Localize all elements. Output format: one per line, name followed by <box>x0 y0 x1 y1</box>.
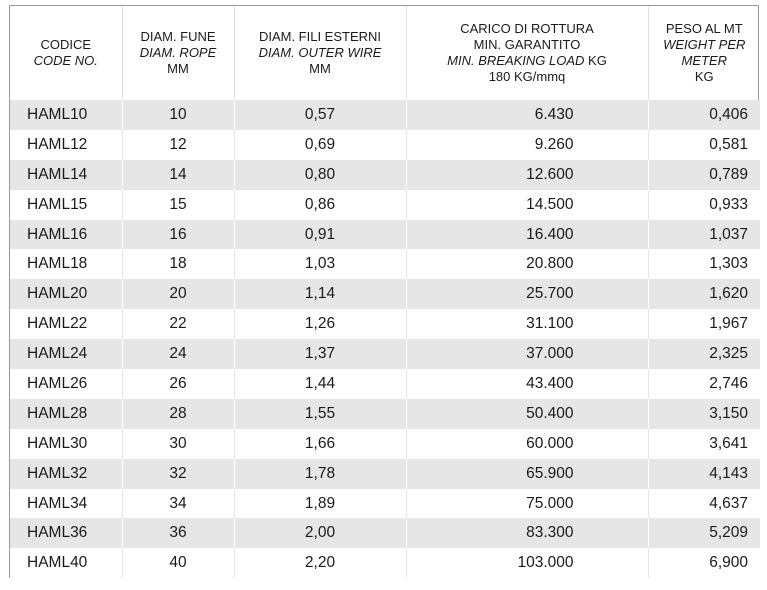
table-row <box>10 489 760 519</box>
cell-breaking-load: 20.800 <box>406 249 648 279</box>
cell-outer-wire: 1,14 <box>234 279 406 309</box>
cell-outer-wire: 1,78 <box>234 459 406 489</box>
cell-rope-diameter: 26 <box>122 369 234 399</box>
header-load-grade: 180 KG/mmq <box>488 69 566 84</box>
cell-code: HAML16 <box>10 220 122 250</box>
cell-outer-wire: 1,66 <box>234 429 406 459</box>
cell-outer-wire: 1,03 <box>234 249 406 279</box>
table-row <box>10 369 760 399</box>
table-row <box>10 518 760 548</box>
cell-weight: 4,637 <box>648 489 760 519</box>
cell-breaking-load: 65.900 <box>406 459 648 489</box>
cell-code: HAML24 <box>10 339 122 369</box>
cell-weight: 1,620 <box>648 279 760 309</box>
cell-outer-wire: 1,44 <box>234 369 406 399</box>
header-rope-diameter <box>122 6 234 100</box>
cell-breaking-load: 16.400 <box>406 220 648 250</box>
cell-breaking-load: 37.000 <box>406 339 648 369</box>
table-row <box>10 100 760 130</box>
cell-rope-diameter: 16 <box>122 220 234 250</box>
header-rope-it: DIAM. FUNE <box>140 29 216 44</box>
header-wire-it: DIAM. FILI ESTERNI <box>258 29 382 44</box>
cell-weight: 0,406 <box>648 100 760 130</box>
header-code-en: CODE NO. <box>33 53 98 68</box>
cell-breaking-load: 83.300 <box>406 518 648 548</box>
cell-breaking-load: 31.100 <box>406 309 648 339</box>
cell-weight: 3,641 <box>648 429 760 459</box>
spec-table-frame <box>9 5 759 578</box>
cell-breaking-load: 12.600 <box>406 160 648 190</box>
header-load-it-2: MIN. GARANTITO <box>473 37 581 52</box>
table-row <box>10 399 760 429</box>
rope-spec-table <box>10 6 760 578</box>
cell-code: HAML10 <box>10 100 122 130</box>
cell-weight: 0,933 <box>648 190 760 220</box>
cell-rope-diameter: 12 <box>122 130 234 160</box>
cell-outer-wire: 1,89 <box>234 489 406 519</box>
header-wire-en: DIAM. OUTER WIRE <box>258 45 382 60</box>
cell-outer-wire: 1,37 <box>234 339 406 369</box>
table-row <box>10 220 760 250</box>
cell-rope-diameter: 28 <box>122 399 234 429</box>
table-row <box>10 160 760 190</box>
cell-weight: 1,037 <box>648 220 760 250</box>
cell-outer-wire: 0,86 <box>234 190 406 220</box>
header-breaking-load <box>406 6 648 100</box>
cell-code: HAML32 <box>10 459 122 489</box>
cell-breaking-load: 75.000 <box>406 489 648 519</box>
header-code <box>10 6 122 100</box>
cell-code: HAML30 <box>10 429 122 459</box>
cell-rope-diameter: 24 <box>122 339 234 369</box>
header-weight <box>648 6 760 100</box>
cell-weight: 5,209 <box>648 518 760 548</box>
cell-weight: 1,303 <box>648 249 760 279</box>
header-load-it-1: CARICO DI ROTTURA <box>460 21 594 36</box>
cell-code: HAML15 <box>10 190 122 220</box>
cell-breaking-load: 25.700 <box>406 279 648 309</box>
table-row <box>10 339 760 369</box>
table-row <box>10 279 760 309</box>
cell-code: HAML40 <box>10 548 122 578</box>
cell-weight: 0,789 <box>648 160 760 190</box>
cell-outer-wire: 0,69 <box>234 130 406 160</box>
cell-rope-diameter: 30 <box>122 429 234 459</box>
cell-code: HAML18 <box>10 249 122 279</box>
cell-breaking-load: 43.400 <box>406 369 648 399</box>
cell-code: HAML34 <box>10 489 122 519</box>
header-rope-unit: MM <box>167 61 189 76</box>
cell-rope-diameter: 32 <box>122 459 234 489</box>
table-row <box>10 429 760 459</box>
cell-code: HAML12 <box>10 130 122 160</box>
cell-breaking-load: 50.400 <box>406 399 648 429</box>
cell-code: HAML20 <box>10 279 122 309</box>
cell-outer-wire: 0,91 <box>234 220 406 250</box>
cell-code: HAML14 <box>10 160 122 190</box>
header-weight-unit: KG <box>694 69 714 84</box>
cell-outer-wire: 0,57 <box>234 100 406 130</box>
cell-rope-diameter: 34 <box>122 489 234 519</box>
cell-weight: 1,967 <box>648 309 760 339</box>
cell-breaking-load: 60.000 <box>406 429 648 459</box>
cell-weight: 0,581 <box>648 130 760 160</box>
cell-outer-wire: 1,26 <box>234 309 406 339</box>
cell-outer-wire: 1,55 <box>234 399 406 429</box>
cell-rope-diameter: 18 <box>122 249 234 279</box>
cell-rope-diameter: 20 <box>122 279 234 309</box>
cell-code: HAML28 <box>10 399 122 429</box>
header-weight-it: PESO AL MT <box>665 21 743 36</box>
table-row <box>10 459 760 489</box>
cell-weight: 3,150 <box>648 399 760 429</box>
cell-rope-diameter: 22 <box>122 309 234 339</box>
cell-code: HAML22 <box>10 309 122 339</box>
header-load-unit: KG <box>584 53 607 68</box>
cell-weight: 4,143 <box>648 459 760 489</box>
table-row <box>10 309 760 339</box>
header-row <box>10 6 760 100</box>
cell-rope-diameter: 40 <box>122 548 234 578</box>
cell-breaking-load: 103.000 <box>406 548 648 578</box>
cell-breaking-load: 14.500 <box>406 190 648 220</box>
cell-code: HAML36 <box>10 518 122 548</box>
cell-code: HAML26 <box>10 369 122 399</box>
table-row <box>10 130 760 160</box>
cell-outer-wire: 2,00 <box>234 518 406 548</box>
cell-breaking-load: 6.430 <box>406 100 648 130</box>
cell-outer-wire: 2,20 <box>234 548 406 578</box>
header-outer-wire <box>234 6 406 100</box>
header-wire-unit: MM <box>309 61 331 76</box>
table-row <box>10 548 760 578</box>
header-rope-en: DIAM. ROPE <box>139 45 217 60</box>
cell-weight: 2,325 <box>648 339 760 369</box>
cell-rope-diameter: 10 <box>122 100 234 130</box>
header-weight-en-2: METER <box>681 53 727 68</box>
cell-breaking-load: 9.260 <box>406 130 648 160</box>
cell-weight: 6,900 <box>648 548 760 578</box>
cell-outer-wire: 0,80 <box>234 160 406 190</box>
cell-rope-diameter: 14 <box>122 160 234 190</box>
header-weight-en-1: WEIGHT PER <box>663 37 746 52</box>
header-code-it: CODICE <box>40 37 92 52</box>
table-row <box>10 190 760 220</box>
table-row <box>10 249 760 279</box>
cell-weight: 2,746 <box>648 369 760 399</box>
cell-rope-diameter: 36 <box>122 518 234 548</box>
cell-rope-diameter: 15 <box>122 190 234 220</box>
header-load-en: MIN. BREAKING LOAD <box>447 53 585 68</box>
